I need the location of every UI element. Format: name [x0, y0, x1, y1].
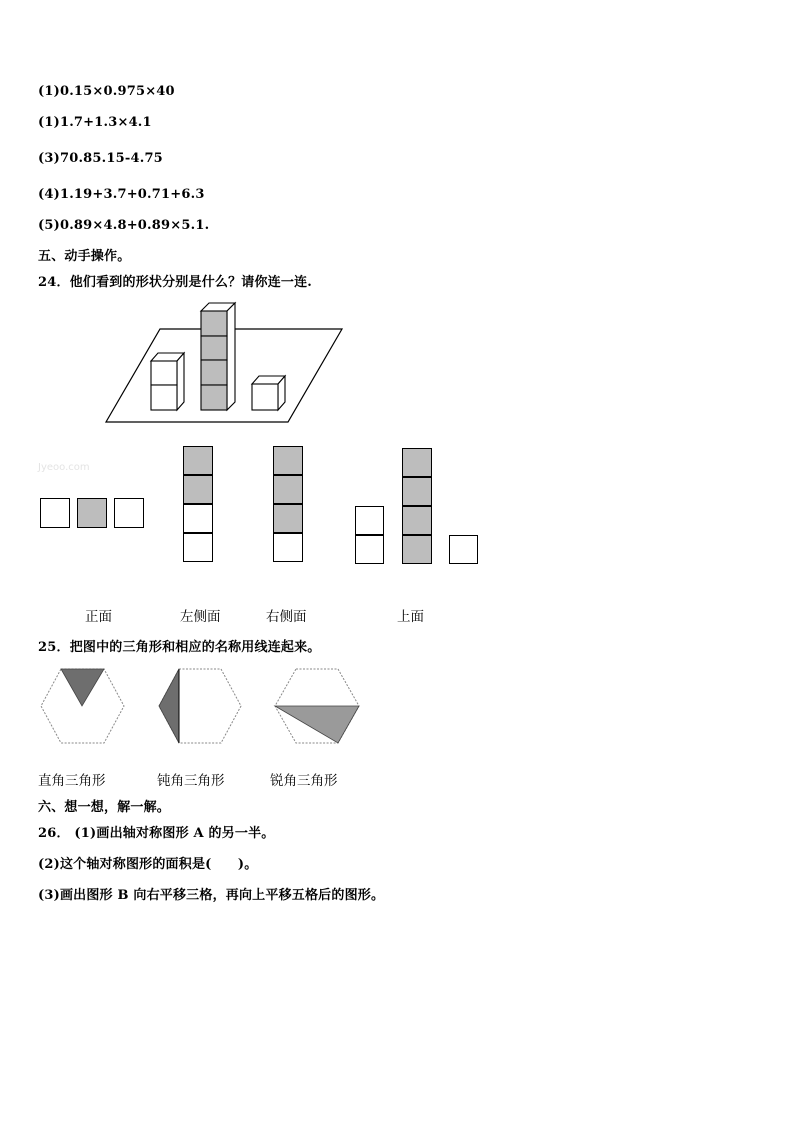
question-24-text: 24．他们看到的形状分别是什么？请你连一连.	[38, 275, 313, 290]
left-cube-stack	[151, 353, 184, 410]
label-right-view: 右侧面	[266, 609, 307, 625]
section5-title: 五、动手操作。	[38, 249, 131, 264]
label-left-view: 左侧面	[180, 609, 221, 625]
hexagon-3[interactable]	[275, 669, 359, 743]
question-26-line-2: (2)这个轴对称图形的面积是( )。	[38, 857, 258, 872]
label-obtuse-triangle[interactable]: 钝角三角形	[157, 773, 225, 789]
section6-title: 六、想一想，解一解。	[38, 800, 171, 815]
middle-cube-stack	[201, 303, 235, 410]
hexagon-1[interactable]	[41, 669, 124, 743]
calc-item-5: (5)0.89×4.8+0.89×5.1.	[38, 218, 210, 233]
calc-item-2: (1)1.7+1.3×4.1	[38, 115, 152, 130]
watermark: Jyeoo.com	[38, 462, 90, 473]
question-26-line-1: 26． (1)画出轴对称图形 A 的另一半。	[38, 826, 275, 841]
label-front-view: 正面	[85, 609, 112, 625]
calc-item-3: (3)70.85.15-4.75	[38, 151, 163, 166]
calc-item-4: (4)1.19+3.7+0.71+6.3	[38, 187, 205, 202]
question-26-line-3: (3)画出图形 B 向右平移三格，再向上平移五格后的图形。	[38, 888, 385, 903]
right-single-cube	[252, 376, 285, 410]
calc-item-1: (1)0.15×0.975×40	[38, 84, 175, 99]
label-acute-triangle[interactable]: 锐角三角形	[270, 773, 338, 789]
label-right-triangle[interactable]: 直角三角形	[38, 773, 106, 789]
base-plane	[106, 329, 342, 422]
hexagon-2[interactable]	[159, 669, 241, 743]
question-25-text: 25．把图中的三角形和相应的名称用线连起来。	[38, 640, 321, 655]
label-top-view: 上面	[397, 609, 424, 625]
